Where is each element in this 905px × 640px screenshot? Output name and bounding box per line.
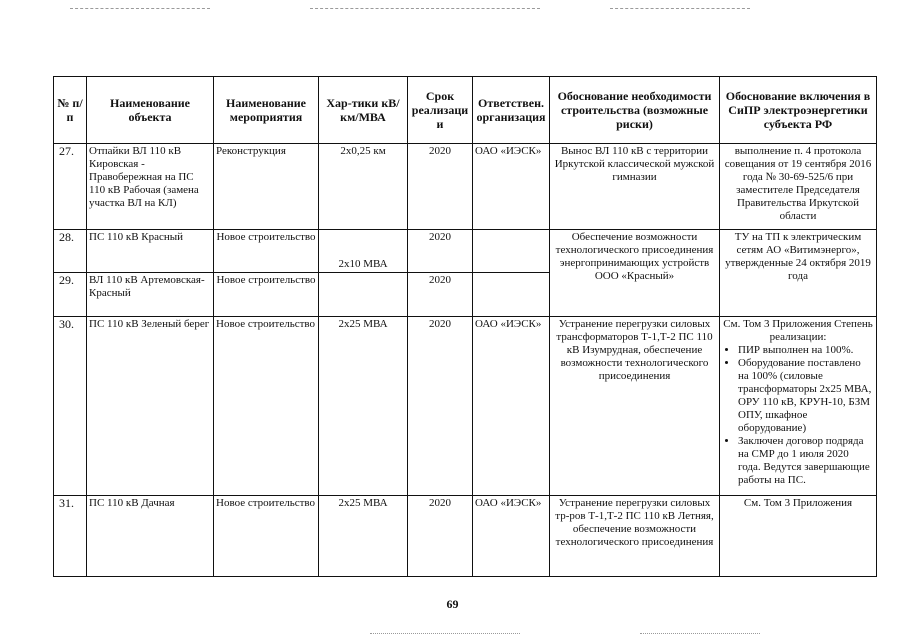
row-inclusion	[720, 317, 877, 496]
header-activity: Наименование мероприятия	[214, 77, 319, 144]
table-row	[54, 496, 877, 577]
row-term: 2020	[408, 144, 473, 230]
row-object: ПС 110 кВ Красный	[87, 230, 214, 273]
row-necessity: Вынос ВЛ 110 кВ с территории Иркутской классической мужской гимназии	[550, 144, 720, 230]
list-item: • Оборудование поставлено на 100% (силовые трансформаторы 2х25 МВА, ОРУ 110 кВ, КРУН-10, БЗМ ОПУ, шкафное оборудование)	[738, 357, 874, 435]
row-object: Отпайки ВЛ 110 кВ Кировская - Правобережная на ПС 110 кВ Рабочая (замена участка ВЛ на КЛ)	[87, 144, 214, 230]
row-specs	[319, 273, 408, 317]
header-inclusion: Обоснование включения в СиПР электроэнергетики субъекта РФ	[720, 77, 877, 144]
row-org: ОАО «ИЭСК»	[473, 317, 550, 496]
row-org	[473, 273, 550, 317]
scan-artifact-line	[310, 8, 540, 9]
row-object: ПС 110 кВ Дачная	[87, 496, 214, 577]
inclusion-intro: См. Том 3 Приложения Степень реализации:	[723, 318, 873, 343]
row-activity: Реконструкция	[214, 144, 319, 230]
row-object: ВЛ 110 кВ Артемовская-Красный	[87, 273, 214, 317]
row-object: ПС 110 кВ Зеленый берег	[87, 317, 214, 496]
list-item: • ПИР выполнен на 100%.	[738, 344, 874, 357]
row-activity: Новое строительство	[214, 273, 319, 317]
row-term: 2020	[408, 317, 473, 496]
row-specs: 2х0,25 км	[319, 144, 408, 230]
table-row	[54, 230, 877, 273]
header-object: Наименование объекта	[87, 77, 214, 144]
header-num: № п/п	[54, 77, 87, 144]
table-header-row	[54, 77, 877, 144]
table-row	[54, 317, 877, 496]
implementation-status-list	[722, 344, 874, 487]
row-num: 29.	[54, 273, 87, 317]
row-inclusion: См. Том 3 Приложения	[720, 496, 877, 577]
row-specs: 2х25 МВА	[319, 317, 408, 496]
row-num: 30.	[54, 317, 87, 496]
row-num: 27.	[54, 144, 87, 230]
projects-table	[53, 76, 877, 577]
row-specs: 2х25 МВА	[319, 496, 408, 577]
table-row	[54, 144, 877, 230]
row-specs: 2х10 МВА	[319, 230, 408, 273]
row-num: 28.	[54, 230, 87, 273]
row-activity: Новое строительство	[214, 230, 319, 273]
row-activity: Новое строительство	[214, 317, 319, 496]
row-org	[473, 230, 550, 273]
row-org: ОАО «ИЭСК»	[473, 144, 550, 230]
header-specs: Хар-тики кВ/км/МВА	[319, 77, 408, 144]
row-necessity: Устранение перегрузки силовых трансформаторов Т-1,Т-2 ПС 110 кВ Изумрудная, обеспечение возможности технологического присоединения	[550, 317, 720, 496]
row-term: 2020	[408, 273, 473, 317]
row-term: 2020	[408, 496, 473, 577]
row-inclusion: выполнение п. 4 протокола совещания от 19 сентября 2016 года № 30-69-525/6 при заместителе Председателя Правительства Иркутской области	[720, 144, 877, 230]
row-necessity: Устранение перегрузки силовых тр-ров Т-1,Т-2 ПС 110 кВ Летняя, обеспечение возможности технологического присоединения	[550, 496, 720, 577]
row-activity: Новое строительство	[214, 496, 319, 577]
row-term: 2020	[408, 230, 473, 273]
scan-artifact-line	[610, 8, 750, 9]
page-number: 69	[446, 597, 459, 611]
list-item: • Заключен договор подряда на СМР до 1 июля 2020 года. Ведутся завершающие работы на ПС.	[738, 435, 874, 487]
header-term: Срок реализации	[408, 77, 473, 144]
row-necessity: Обеспечение возможности технологического присоединения энергопринимающих устройств ООО «Красный»	[550, 230, 720, 317]
scan-artifact-line	[70, 8, 210, 9]
row-inclusion: ТУ на ТП к электрическим сетям АО «Витимэнерго», утвержденные 24 октября 2019 года	[720, 230, 877, 317]
header-necessity: Обоснование необходимости строительства (возможные риски)	[550, 77, 720, 144]
scan-artifact-line	[640, 633, 760, 634]
row-org: ОАО «ИЭСК»	[473, 496, 550, 577]
scan-artifact-line	[370, 633, 520, 634]
header-org: Ответствен. организация	[473, 77, 550, 144]
row-num: 31.	[54, 496, 87, 577]
